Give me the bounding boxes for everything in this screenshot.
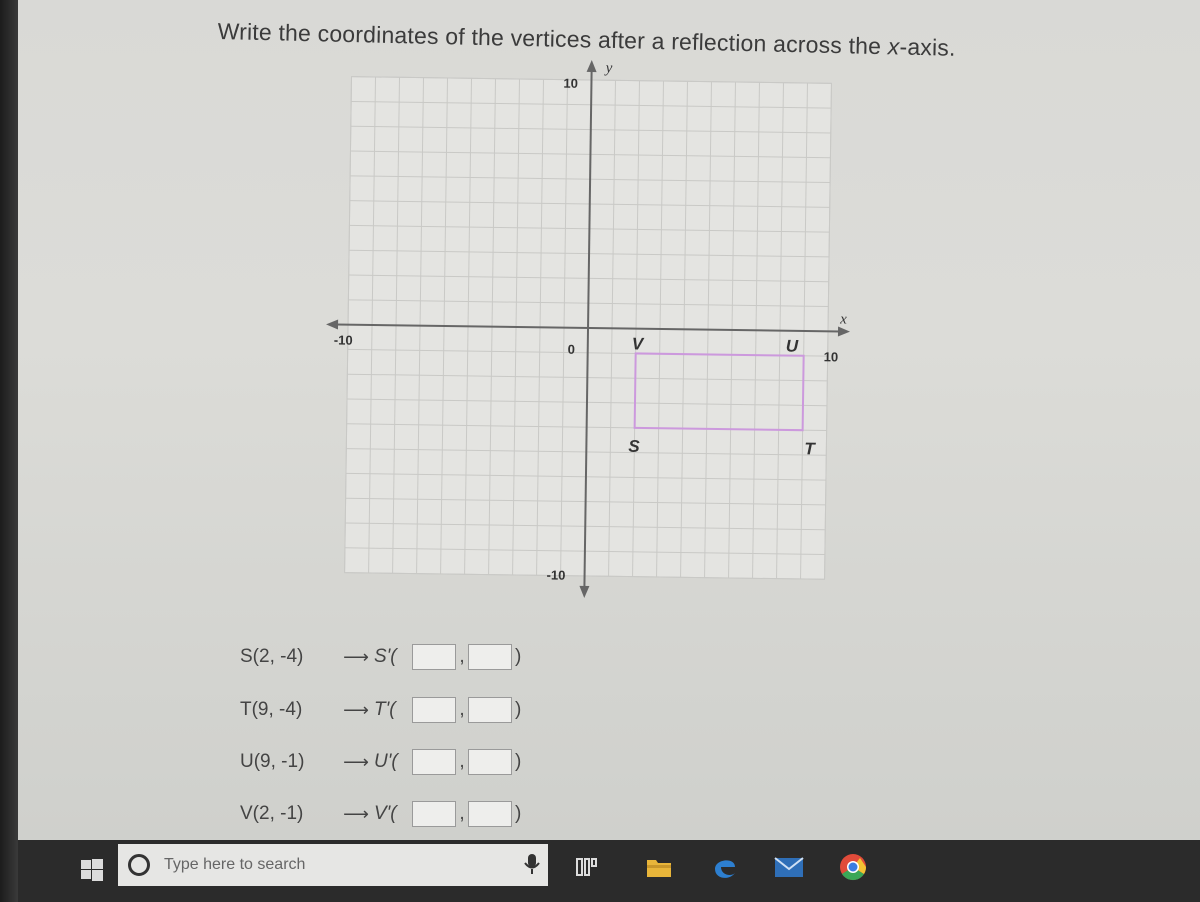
tick-label-x-min: -10 (333, 332, 353, 348)
answer-row (240, 797, 521, 831)
answer-row (240, 693, 521, 727)
answer-row (240, 640, 521, 674)
y-coordinate-input[interactable] (468, 644, 512, 670)
file-explorer-icon[interactable] (642, 850, 676, 884)
tick-label-y-max: 10 (563, 75, 579, 91)
close-paren: ) (515, 803, 522, 824)
image-point-label: U'( (374, 751, 398, 772)
windows-start-icon[interactable] (70, 850, 114, 890)
original-point: S(2, -4) (240, 646, 304, 667)
comma: , (459, 803, 465, 824)
chrome-icon[interactable] (836, 850, 870, 884)
search-placeholder: Type here to search (164, 856, 306, 873)
close-paren: ) (515, 646, 522, 667)
x-coordinate-input[interactable] (412, 697, 456, 723)
point-label-u: U (785, 336, 799, 356)
x-coordinate-input[interactable] (412, 749, 456, 775)
arrow-icon: ⟶ (343, 699, 369, 720)
search-ring-icon (128, 854, 150, 876)
y-coordinate-input[interactable] (468, 749, 512, 775)
y-axis-arrow-down (579, 586, 589, 598)
y-coordinate-input[interactable] (468, 697, 512, 723)
x-coordinate-input[interactable] (412, 801, 456, 827)
question-suffix: -axis. (899, 33, 956, 61)
point-label-t: T (804, 439, 815, 459)
point-label-v: V (631, 334, 644, 354)
point-label-s: S (628, 436, 640, 456)
comma: , (459, 751, 465, 772)
tick-label-origin: 0 (567, 341, 576, 357)
original-point: T(9, -4) (240, 699, 303, 720)
answer-row (240, 745, 521, 779)
taskbar-search-input[interactable] (118, 844, 548, 886)
comma: , (459, 646, 465, 667)
taskbar (18, 840, 1200, 902)
task-view-icon[interactable] (570, 850, 604, 884)
arrow-icon: ⟶ (343, 646, 369, 667)
y-axis-label: y (605, 60, 613, 77)
arrow-icon: ⟶ (343, 803, 369, 824)
mail-icon[interactable] (772, 850, 806, 884)
original-point: U(9, -1) (240, 751, 305, 772)
edge-icon[interactable] (708, 850, 742, 884)
tick-label-x-max: 10 (823, 349, 839, 365)
tick-label-y-min: -10 (546, 567, 566, 583)
original-point: V(2, -1) (240, 803, 304, 824)
question-prefix: Write the coordinates of the vertices after a reflection across the (217, 18, 889, 60)
comma: , (459, 699, 465, 720)
close-paren: ) (515, 699, 522, 720)
image-point-label: S'( (374, 646, 397, 667)
image-point-label: T'( (374, 699, 396, 720)
monitor-bezel (0, 0, 18, 902)
close-paren: ) (515, 751, 522, 772)
arrow-icon: ⟶ (343, 751, 369, 772)
x-axis-arrow-right (838, 326, 850, 336)
microphone-icon[interactable] (524, 852, 540, 881)
x-axis-label: x (840, 311, 847, 328)
question-variable: x (887, 33, 900, 60)
y-coordinate-input[interactable] (468, 801, 512, 827)
x-coordinate-input[interactable] (412, 644, 456, 670)
image-point-label: V'( (374, 803, 397, 824)
y-axis-arrow-up (587, 60, 597, 72)
x-axis-arrow-left (326, 319, 338, 329)
